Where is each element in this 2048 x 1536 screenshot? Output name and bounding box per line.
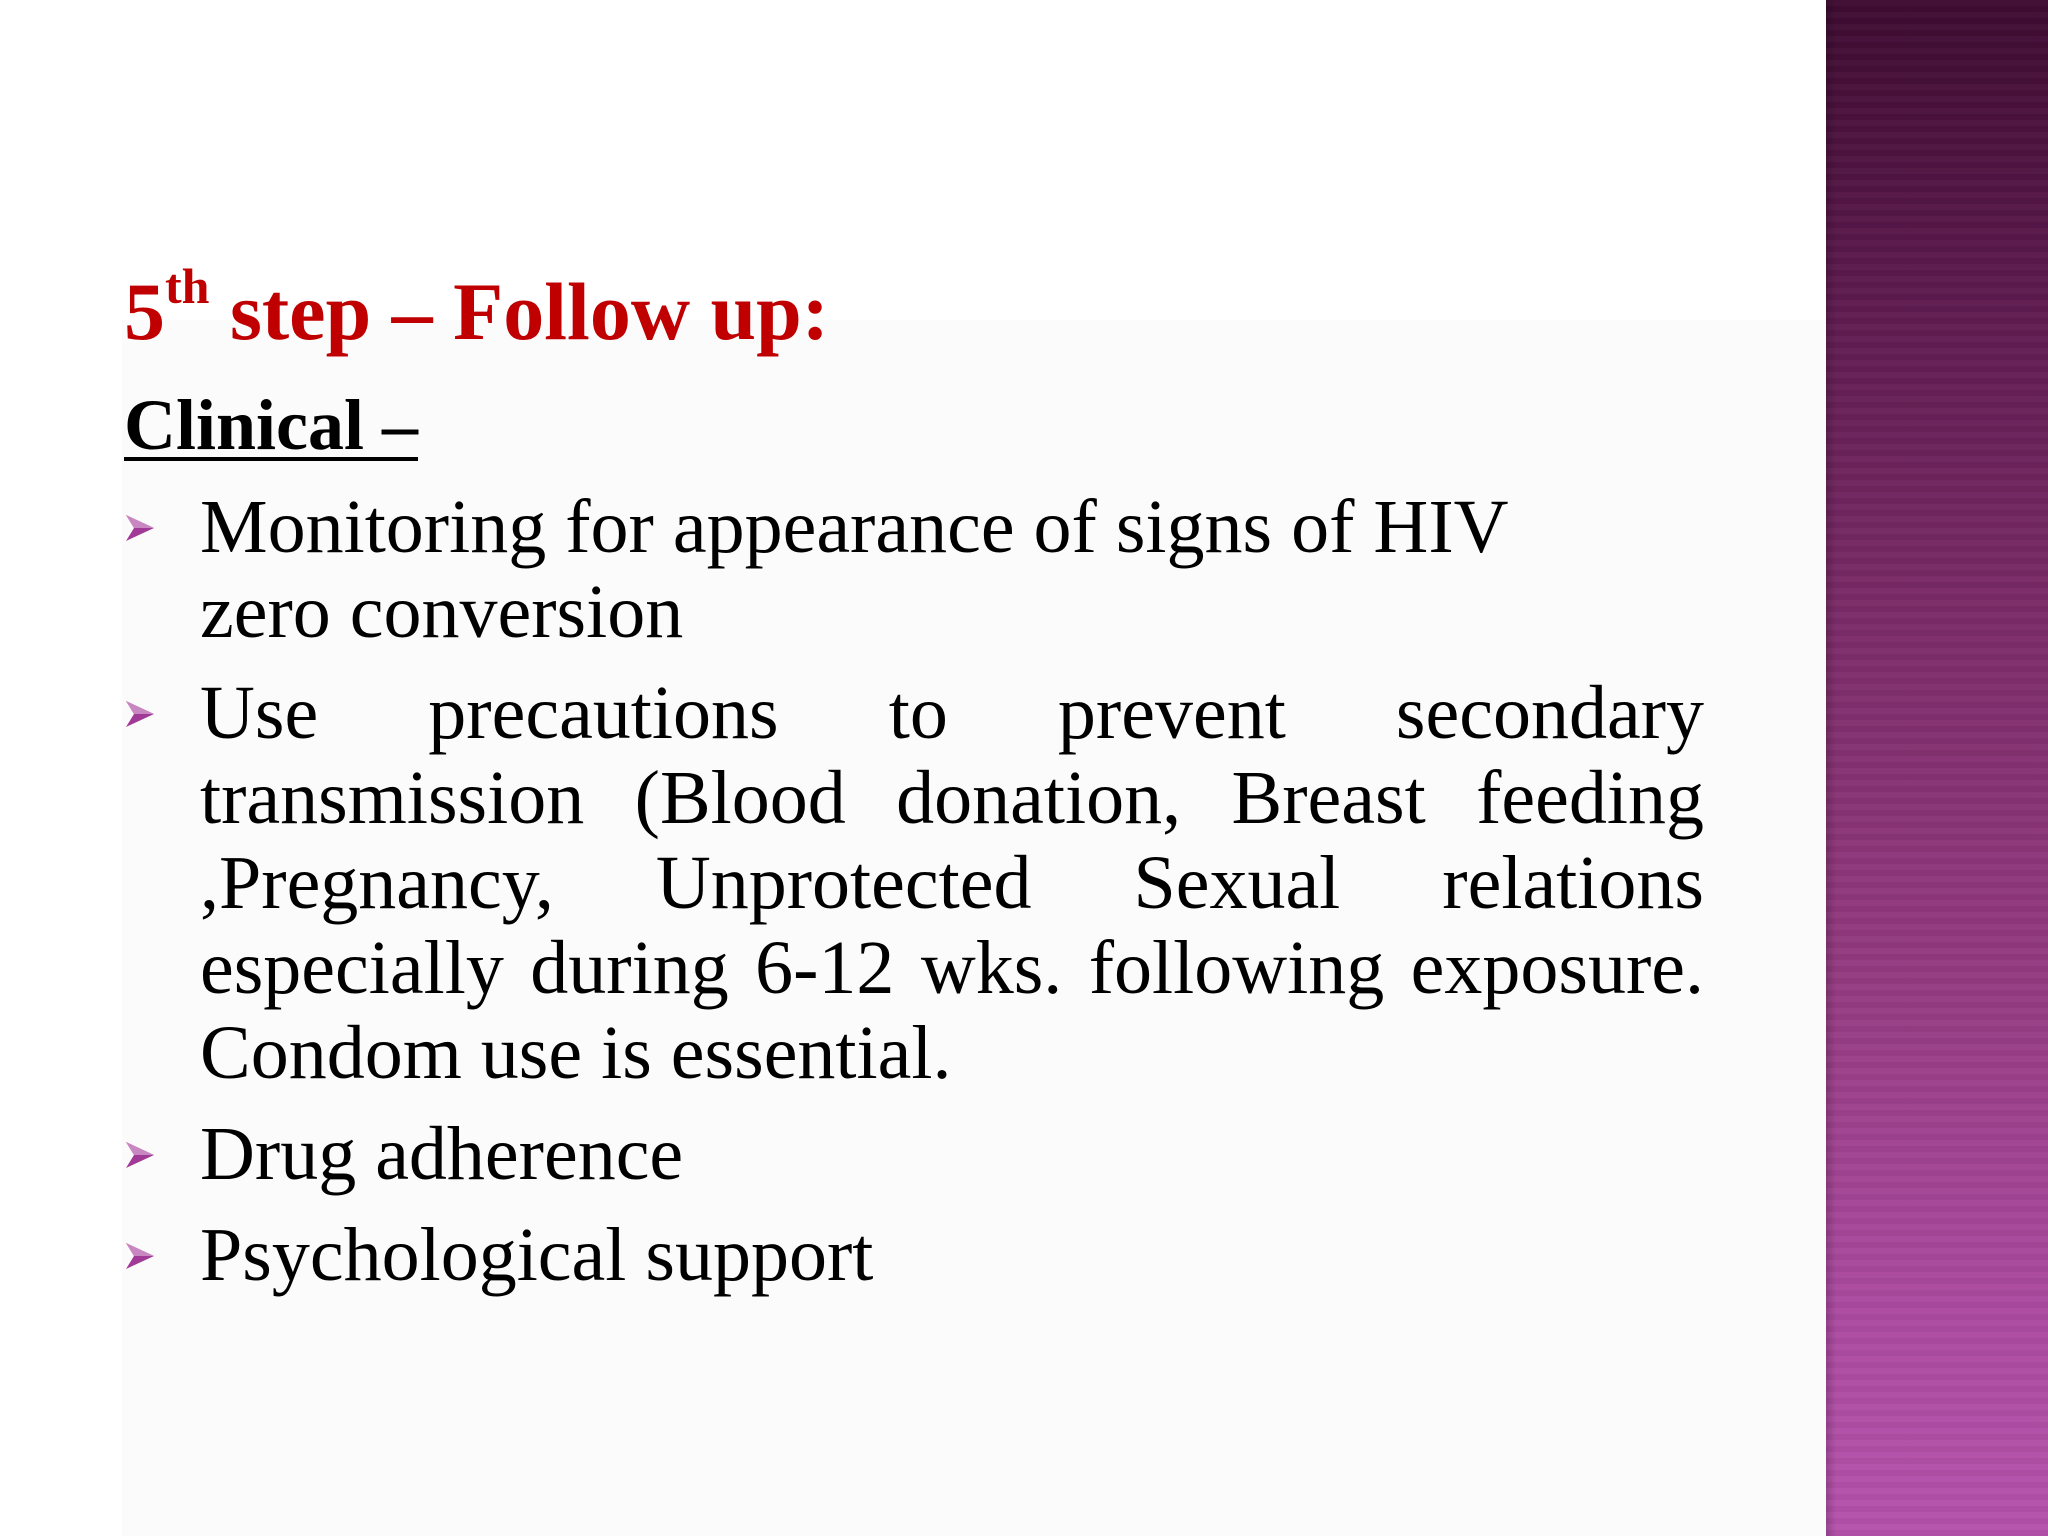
section-heading: Clinical – (124, 385, 419, 465)
chevron-arrow-icon (124, 671, 200, 756)
list-item (124, 1213, 1704, 1298)
list-item (124, 671, 1704, 1096)
bullet-text: Psychological support (200, 1213, 874, 1297)
bullet-text: Monitoring for appearance of signs of HIV zero conversion (200, 485, 1508, 654)
bullet-text: Drug adherence (200, 1112, 684, 1196)
list-item (124, 485, 1624, 655)
chevron-arrow-icon (124, 1213, 200, 1298)
title-superscript: th (165, 257, 210, 314)
bullet-text: Use precautions to prevent secondary transmission (Blood donation, Breast feeding ,Pregnancy, Unprotected Sexual relations especially during 6-12 wks. following exposure. Condom use is essential. (200, 671, 1704, 1095)
chevron-arrow-icon (124, 1112, 200, 1197)
chevron-arrow-icon (124, 485, 200, 570)
slide-title (124, 257, 830, 362)
list-item (124, 1112, 1704, 1197)
title-text: step – Follow up: (209, 266, 830, 357)
decorative-sidebar (1826, 0, 2048, 1536)
bullet-list (124, 485, 1704, 1314)
title-number: 5 (124, 266, 165, 357)
